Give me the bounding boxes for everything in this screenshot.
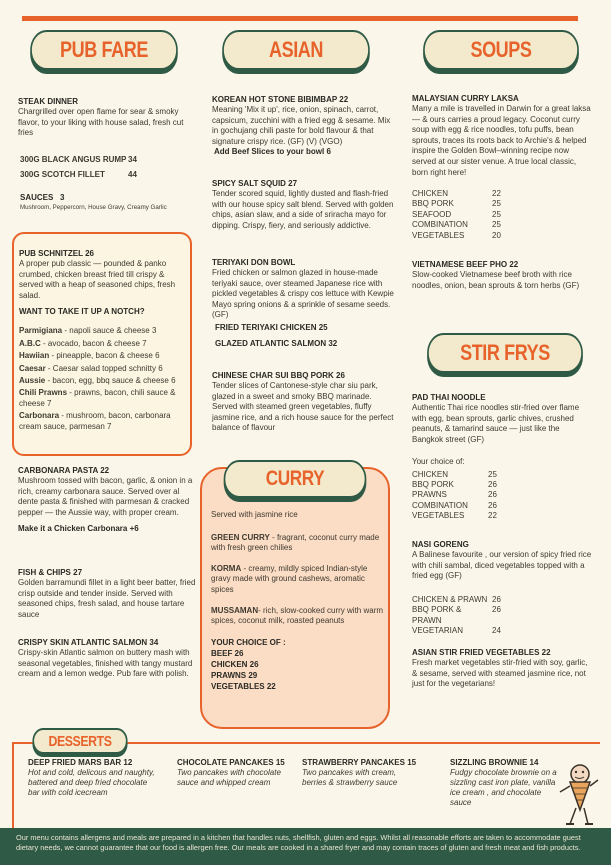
padthai-option-name: COMBINATION: [412, 500, 468, 510]
fish-chips: [18, 568, 196, 620]
bibimbap: [212, 95, 398, 157]
notch-item: [19, 364, 189, 374]
teriyaki-option: GLAZED ATLANTIC SALMON 32: [215, 338, 338, 348]
notch-list: [19, 326, 189, 432]
schnitzel-desc: A proper pub classic — pounded & panko crumbed, chicken breast fried till crispy & served with a heap of seasoned chips, fresh salad.: [19, 259, 176, 300]
padthai-desc: Authentic Thai rice noodles stir-fried over flame with egg, bean sprouts, garlic chives, crushed peanuts, & tamarind sauce — just like the Bangkok street (GF): [412, 403, 580, 444]
curry-korma-desc: - creamy, mildly spiced Indian-style gravy made with ground cashews, aromatic spices: [211, 563, 368, 594]
curry-choice-title: YOUR CHOICE OF :: [211, 637, 286, 647]
sauces-price: 3: [60, 193, 65, 202]
dessert-desc: Two pancakes with chocolate sauce and whipped cream: [177, 768, 281, 787]
header-curry: CURRY: [224, 460, 367, 498]
teriyaki-desc: Fried chicken or salmon glazed in house-made teriyaki sauce, over steamed Japanese rice with pickled vegetables & crispy cos lettuce with Kewpie Mayo spring onions & a sprinkle of sesame seeds. (GF): [212, 268, 394, 320]
notch-item: [19, 351, 189, 361]
curry-korma-name: KORMA: [211, 563, 242, 573]
notch-item-desc: - napoli sauce & cheese 3: [62, 326, 157, 336]
nasi-option-name: VEGETARIAN: [412, 626, 463, 636]
notch-title: WANT TO TAKE IT UP A NOTCH?: [19, 307, 145, 317]
salmon-desc: Crispy-skin Atlantic salmon on buttery mash with seasonal vegetables, finished with tangy mustard cream and a lemon wedge. Pub fare with polish.: [18, 648, 193, 679]
schnitzel: [19, 249, 189, 432]
steak-dinner: [18, 97, 198, 139]
dessert-item: [28, 758, 158, 798]
dessert-desc: Hot and cold, delicous and naughty, battered and deep fried chocolate bar with cold icecream: [28, 768, 155, 797]
choice-label: Your choice of:: [412, 457, 465, 466]
char-sui-pork: [212, 371, 398, 434]
curry-content: [211, 510, 387, 692]
nasi-options: [412, 595, 542, 637]
curry-mussaman-name: MUSSAMAN: [211, 605, 259, 615]
salmon-title: CRISPY SKIN ATLANTIC SALMON 34: [18, 638, 159, 647]
curry-mussaman-desc: - rich, slow-cooked curry with warm spices, coconut milk, roasted peanuts: [211, 605, 384, 626]
curry-mussaman: [211, 606, 387, 627]
curry-choice: VEGETABLES 22: [211, 681, 276, 691]
header-pub-fare: PUB FARE: [30, 30, 178, 70]
pork-title: CHINESE CHAR SUI BBQ PORK 26: [212, 371, 345, 380]
header-desserts: DESSERTS: [32, 728, 127, 754]
laksa-option-price: 20: [492, 230, 501, 240]
laksa-option-name: BBQ PORK: [412, 199, 454, 209]
bibimbap-addon: Add Beef Slices to your bowl 6: [214, 147, 331, 157]
notch-item-desc: - Caesar salad topped schnitty 6: [45, 363, 163, 373]
curry-green-name: GREEN CURRY: [211, 532, 270, 542]
padthai-option-price: 26: [488, 490, 497, 500]
dessert-item: [302, 758, 418, 788]
notch-item-name: Chili Prawns: [19, 388, 68, 398]
notch-item-name: Carbonara: [19, 411, 60, 421]
pho: [412, 260, 592, 291]
nasi-goreng: [412, 540, 592, 582]
notch-item-name: Hawiian: [19, 351, 50, 361]
notch-item: [19, 388, 189, 409]
padthai-option-price: 25: [488, 469, 497, 479]
laksa-option-price: 25: [492, 199, 501, 209]
pad-thai: [412, 393, 592, 445]
asian-veg: [412, 648, 592, 690]
header-stir-frys: STIR FRYS: [427, 333, 583, 373]
laksa-option-price: 25: [492, 209, 501, 219]
ice-cream-mascot-icon: [556, 762, 602, 828]
notch-item-name: Caesar: [19, 363, 46, 373]
notch-item: [19, 411, 189, 432]
laksa-title: MALAYSIAN CURRY LAKSA: [412, 94, 519, 103]
laksa: [412, 94, 592, 178]
dessert-item: [450, 758, 560, 808]
steak-options: [20, 155, 180, 181]
carbonara: [18, 466, 196, 534]
dessert-title: CHOCOLATE PANCAKES 15: [177, 758, 285, 767]
notch-item-desc: - pineapple, bacon & cheese 6: [49, 351, 160, 361]
notch-item-desc: - mushroom, bacon, carbonara cream sauce, parmesan 7: [19, 411, 171, 431]
steak-option-name: 300G BLACK ANGUS RUMP: [20, 155, 127, 164]
steak-option-name: 300G SCOTCH FILLET: [20, 170, 105, 180]
notch-item-name: Parmigiana: [19, 326, 63, 336]
notch-item: [19, 376, 189, 386]
squid-title: SPICY SALT SQUID 27: [212, 179, 298, 188]
padthai-option-name: PRAWNS: [412, 490, 447, 500]
teriyaki: [212, 258, 398, 349]
salmon: [18, 638, 196, 680]
laksa-desc: Many a mile is travelled in Darwin for a great laksa — & ours carries a proud legacy. Coconut curry soup with egg & rice noodles, tofu puffs, bean sprouts, traces its roots back to Archie's & helped inspire the Golden Bowl–winning recipe now served at our sister venue. A true local classic, born right here!: [412, 104, 591, 177]
nasi-option-name: BBQ PORK & PRAWN: [412, 605, 462, 625]
laksa-options: [412, 189, 532, 241]
padthai-option-price: 26: [488, 500, 497, 510]
nasi-option-name: CHICKEN & PRAWN: [412, 595, 488, 604]
asianveg-desc: Fresh market vegetables stir-fried with soy, garlic, & sesame, served with steamed jasmine rice, not just for the vegetarians!: [412, 658, 588, 689]
notch-item-name: A.B.C: [19, 338, 41, 348]
dessert-title: STRAWBERRY PANCAKES 15: [302, 758, 417, 767]
header-soups: SOUPS: [423, 30, 579, 70]
teriyaki-title: TERIYAKI DON BOWL: [212, 258, 296, 267]
bibimbap-desc: Meaning 'Mix it up', rice, onion, spinach, carrot, capsicum, zucchini with a fried egg & sesame. Mix in gochujang chili paste for bold flavour & that signature crispy rice. (GF) (V) (VGO): [212, 105, 391, 146]
header-asian: ASIAN: [222, 30, 370, 70]
steak-desc: Chargrilled over open flame for sear & smoky flavor, to your liking with house salad, fresh cut fries: [18, 107, 184, 138]
notch-item-desc: - avocado, bacon & cheese 7: [40, 338, 147, 348]
carbonara-upgrade: Make it a Chicken Carbonara +6: [18, 524, 139, 534]
laksa-option-name: COMBINATION: [412, 220, 468, 230]
allergen-footer: Our menu contains allergens and meals are prepared in a kitchen that handles nuts, shellfish, gluten and eggs. Whilst all reasonable efforts are taken to accommodate guest dietary needs, we cannot guarantee that our food is allergen free. Our meals are cooked in a shared fryer and may contain traces of gluten and fresh meat and fish products.: [0, 828, 611, 865]
nasi-option-price: 24: [492, 626, 501, 636]
curry-choice: PRAWNS 29: [211, 670, 258, 680]
top-rule: [22, 16, 578, 21]
sauces: [20, 193, 200, 213]
sauces-list: Mushroom, Peppercorn, House Gravy, Creamy Garlic: [20, 204, 167, 211]
laksa-option-name: SEAFOOD: [412, 209, 452, 219]
salt-squid: [212, 179, 398, 231]
steak-option-price: 44: [128, 170, 137, 180]
asianveg-title: ASIAN STIR FRIED VEGETABLES 22: [412, 648, 551, 657]
padthai-options: [412, 457, 532, 522]
squid-desc: Tender scored squid, lightly dusted and flash-fried with our house spicy salt blend. Served with golden chips, asian slaw, and a side of sriracha mayo for dipping. Crispy, fiery, and seriously addictive.: [212, 189, 394, 230]
nasi-desc: A Balinese favourite , our version of spicy fried rice with chili sambal, diced vegetables topped with a fried egg (GF): [412, 550, 592, 581]
dessert-desc: Fudgy chocolate brownie on a sizzling cast iron plate, vanilla ice cream , and chocolate sauce: [450, 768, 557, 807]
schnitzel-title: PUB SCHNITZEL 26: [19, 249, 94, 258]
padthai-option-price: 26: [488, 480, 497, 489]
notch-item: [19, 326, 189, 336]
teriyaki-option: FRIED TERIYAKI CHICKEN 25: [215, 322, 328, 332]
padthai-option-name: BBQ PORK: [412, 480, 454, 489]
dessert-title: DEEP FRIED MARS BAR 12: [28, 758, 133, 767]
fish-title: FISH & CHIPS 27: [18, 568, 83, 577]
notch-item-name: Aussie: [19, 376, 46, 385]
sauces-title: SAUCES: [20, 193, 54, 202]
curry-served: Served with jasmine rice: [211, 510, 298, 519]
steak-option-price: 34: [128, 155, 137, 164]
dessert-title: SIZZLING BROWNIE 14: [450, 758, 539, 767]
fish-desc: Golden barramundi fillet in a light beer batter, fried crisp outside and tender inside. Served with seasoned chips, fresh salad, and house tartare sauce: [18, 578, 196, 619]
curry-choice: BEEF 26: [211, 648, 244, 658]
pho-title: VIETNAMESE BEEF PHO 22: [412, 260, 519, 269]
laksa-option-price: 22: [492, 189, 501, 198]
padthai-title: PAD THAI NOODLE: [412, 393, 486, 402]
bibimbap-title: KOREAN HOT STONE BIBIMBAP 22: [212, 95, 349, 104]
carbonara-desc: Mushroom tossed with bacon, garlic, & onion in a rich, creamy carbonara sauce. Served over al dente pasta & finished with parmesan & cracked pepper — the Aussie way, with proper cream.: [18, 476, 193, 517]
dessert-item: [177, 758, 289, 788]
steak-title: STEAK DINNER: [18, 97, 79, 106]
nasi-option-price: 26: [492, 595, 501, 604]
notch-item: [19, 339, 189, 349]
padthai-option-price: 22: [488, 511, 497, 521]
laksa-option-name: VEGETABLES: [412, 230, 465, 240]
padthai-option-name: CHICKEN: [412, 469, 449, 479]
padthai-option-name: VEGETABLES: [412, 511, 465, 521]
nasi-title: NASI GORENG: [412, 540, 469, 549]
notch-item-desc: - bacon, egg, bbq sauce & cheese 6: [45, 376, 176, 385]
curry-green: [211, 533, 387, 554]
pho-desc: Slow-cooked Vietnamese beef broth with rice noodles, onion, bean sprouts & torn herbs (GF): [412, 270, 580, 290]
pork-desc: Tender slices of Cantonese-style char siu park, glazed in a sweet and smoky BBQ marinade. Served with steamed green vegetables, fluffy jasmine rice, and a rich house sauce for the perfect balance of flavour: [212, 381, 394, 433]
nasi-option-price: 26: [492, 605, 501, 615]
curry-choice: CHICKEN 26: [211, 659, 259, 669]
laksa-option-price: 25: [492, 220, 501, 230]
laksa-option-name: CHICKEN: [412, 189, 449, 198]
dessert-desc: Two pancakes with cream, berries & strawberry sauce: [302, 768, 398, 787]
carbonara-title: CARBONARA PASTA 22: [18, 466, 110, 475]
notch-item-desc: - prawns, bacon, chili sauce & cheese 7: [19, 388, 176, 408]
curry-green-desc: - fragrant, coconut curry made with fresh green chilies: [211, 532, 380, 553]
curry-korma: [211, 564, 387, 596]
